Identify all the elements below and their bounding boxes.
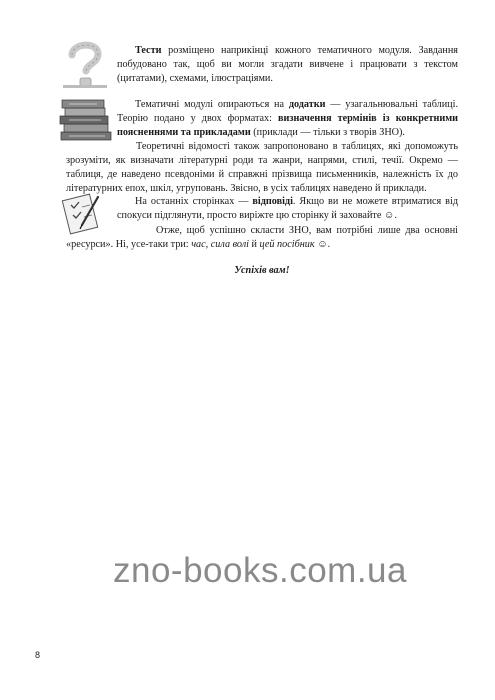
appendix-text-c: (приклади — тільки з творів ЗНО).	[250, 127, 405, 139]
addenda-term: додатки	[288, 99, 326, 110]
closing-wish: Успіхів вам!	[234, 265, 290, 276]
answers-text-b: . Якщо ви не можете втриматися від спокуси підглянути, просто виріжте цю сторінку й заховайте ☺.	[117, 196, 458, 222]
watermark: zno-books.com.ua	[113, 551, 407, 590]
formats-term: визначення термінів із конкретними поясненнями та прикладами	[117, 113, 459, 139]
answers-term: відповіді	[252, 196, 293, 207]
answers-text-a: На останніх сторінках —	[135, 196, 253, 207]
tests-term: Тести	[135, 45, 162, 56]
resource-time: час	[191, 239, 206, 251]
resources-sep-2: й	[249, 239, 260, 251]
resources-text-a: Отже, щоб успішно скласти ЗНО, вам потрібні лише два основні «ресурси». Ні, усе-таки три:	[66, 225, 458, 251]
resource-willpower: сила волі	[210, 239, 249, 251]
tests-text: розміщено наприкінці кожного тематичного модуля. Завдання побудовано так, щоб ви могли згадати вивчене і працювати з текстом (цитатами), схемами, ілюстраціями.	[117, 45, 458, 85]
resource-this-book: цей посібник	[259, 239, 315, 251]
tests-paragraph	[117, 44, 458, 86]
appendix-text-b: — узагальнювальні таблиці. Теорію подано у двох форматах:	[117, 99, 458, 125]
page-number: 8	[35, 650, 41, 660]
book-stack-icon	[57, 96, 115, 142]
resources-paragraph	[66, 224, 458, 252]
resources-text-b: ☺.	[314, 239, 331, 251]
appendix-text-a: Тематичні модулі опираються на	[135, 99, 289, 110]
answers-paragraph	[117, 195, 458, 223]
question-mark-books-icon	[60, 38, 110, 90]
resources-sep-1: ,	[205, 239, 211, 251]
appendix-paragraph	[117, 98, 458, 140]
theory-text: Теоретичні відомості також запропоновано в таблицях, які допоможуть зрозуміти, як визначати літературні роди та жанри, напрями, стилі, течії. Окремо — таблиця, де наведено псевдоніми й справжні прізвища письменників, належність їх до літературних епох, шкіл, угруповань. Звісно, в усіх таблицях наведено й приклади.	[66, 141, 458, 195]
